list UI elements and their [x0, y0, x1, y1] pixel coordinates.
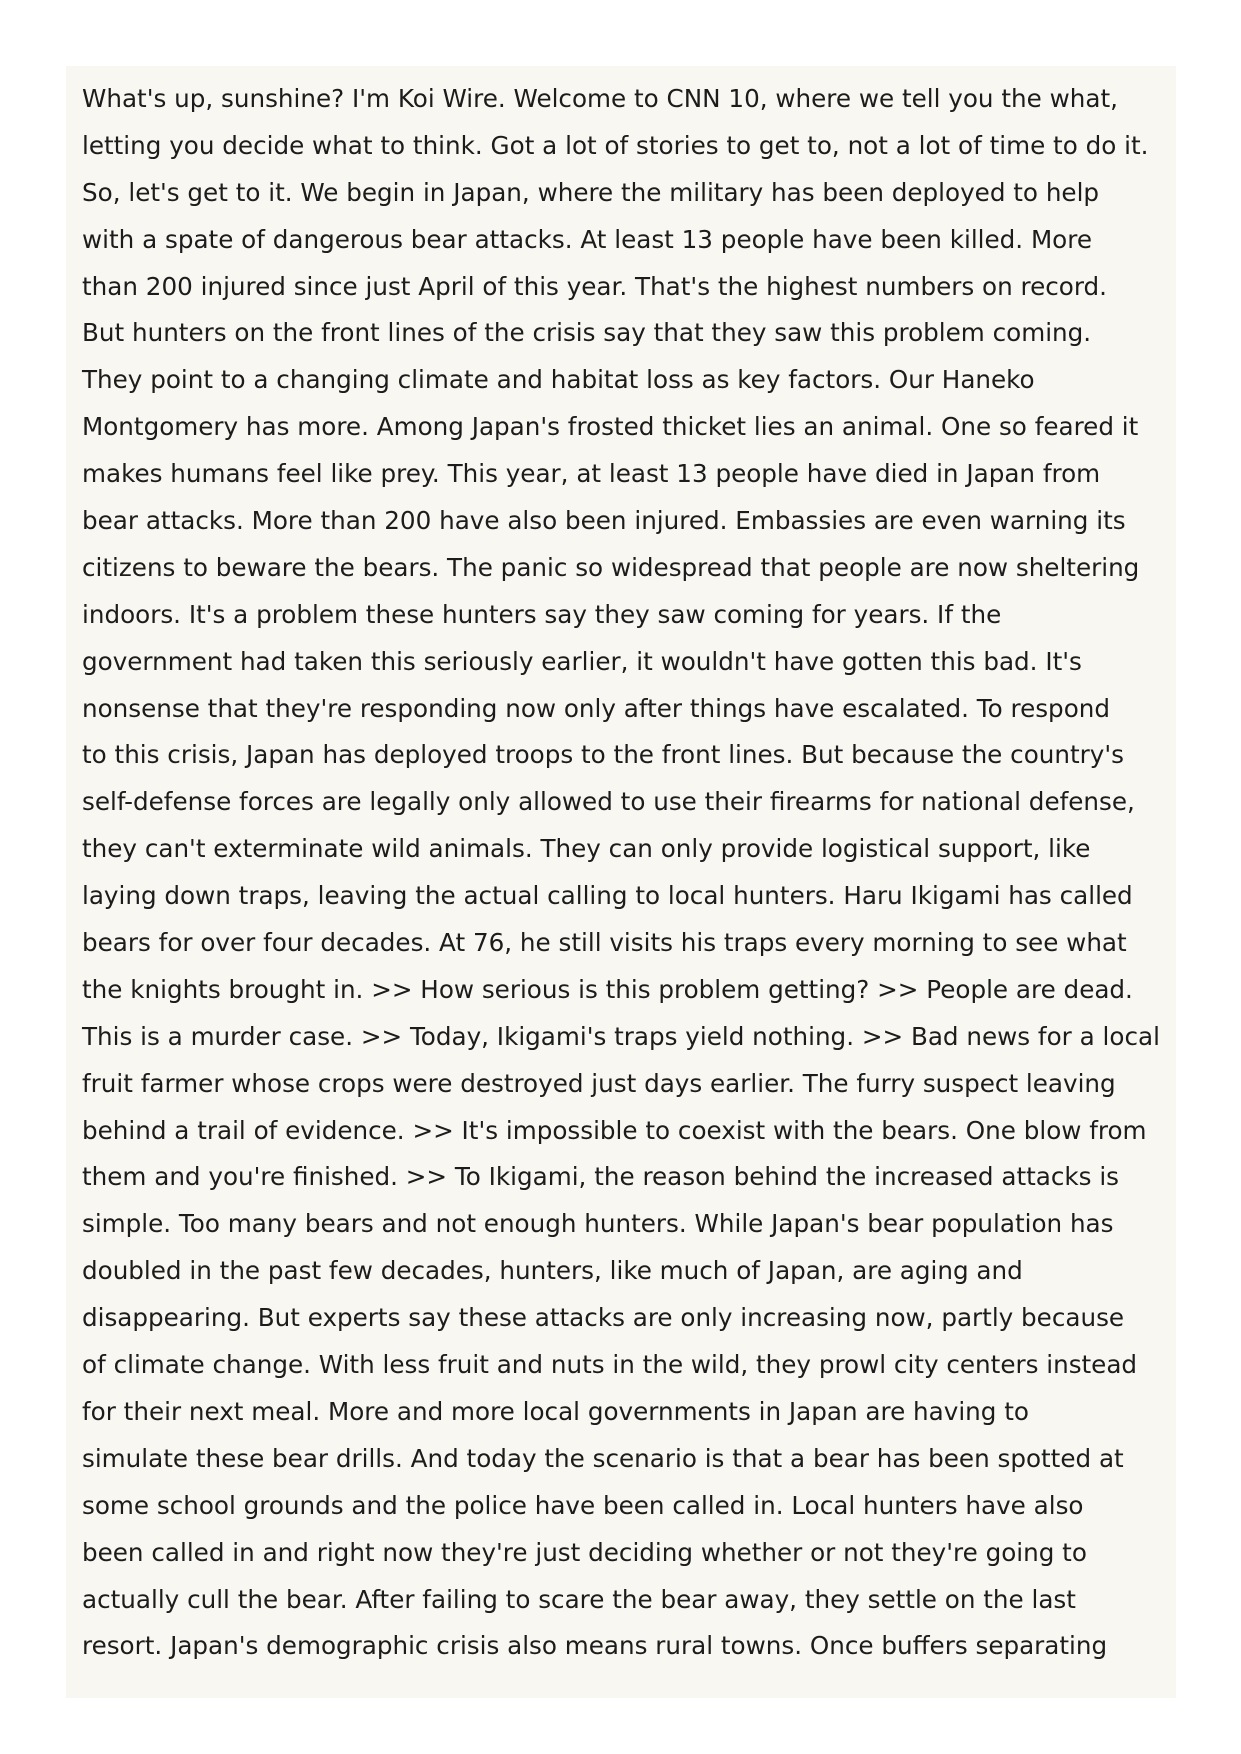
transcript-text — [82, 76, 1160, 1670]
text-line: the knights brought in. >> How serious is this problem getting? >> People are dead. — [82, 974, 1133, 1004]
transcript-page — [66, 66, 1176, 1698]
text-line: nonsense that they're responding now only after things have escalated. To respond — [82, 693, 1110, 723]
text-line: actually cull the bear. After failing to scare the bear away, they settle on the last — [82, 1584, 1076, 1614]
text-line: indoors. It's a problem these hunters say they saw coming for years. If the — [82, 599, 1002, 629]
text-line: they can't exterminate wild animals. They can only provide logistical support, like — [82, 834, 1091, 864]
text-line: them and you're finished. >> To Ikigami, the reason behind the increased attacks is — [82, 1162, 1119, 1192]
text-line: resort. Japan's demographic crisis also means rural towns. Once buffers separating — [82, 1631, 1108, 1661]
text-line: behind a trail of evidence. >> It's impossible to coexist with the bears. One blow from — [82, 1115, 1147, 1145]
text-line: self-defense forces are legally only allowed to use their firearms for national defense, — [82, 787, 1135, 817]
text-line: been called in and right now they're just deciding whether or not they're going to — [82, 1537, 1087, 1567]
text-line: What's up, sunshine? I'm Koi Wire. Welcome to CNN 10, where we tell you the what, — [82, 84, 1118, 113]
text-line: letting you decide what to think. Got a lot of stories to get to, not a lot of time to do it. — [82, 130, 1149, 160]
text-line: than 200 injured since just April of this year. That's the highest numbers on record. — [82, 271, 1107, 301]
text-line: bear attacks. More than 200 have also been injured. Embassies are even warning its — [82, 506, 1126, 536]
text-line: with a spate of dangerous bear attacks. At least 13 people have been killed. More — [82, 224, 1092, 254]
text-line: disappearing. But experts say these attacks are only increasing now, partly because — [82, 1303, 1125, 1333]
text-line: to this crisis, Japan has deployed troops to the front lines. But because the country's — [82, 740, 1124, 770]
text-line: simple. Too many bears and not enough hunters. While Japan's bear population has — [82, 1209, 1114, 1239]
text-line: of climate change. With less fruit and nuts in the wild, they prowl city centers instead — [82, 1350, 1138, 1380]
text-line: makes humans feel like prey. This year, at least 13 people have died in Japan from — [82, 459, 1101, 489]
text-line: So, let's get to it. We begin in Japan, where the military has been deployed to help — [82, 177, 1100, 207]
text-line: But hunters on the front lines of the crisis say that they saw this problem coming. — [82, 318, 1092, 348]
text-line: They point to a changing climate and habitat loss as key factors. Our Haneko — [82, 365, 1035, 395]
text-line: This is a murder case. >> Today, Ikigami's traps yield nothing. >> Bad news for a local — [82, 1021, 1160, 1051]
text-line: simulate these bear drills. And today the scenario is that a bear has been spotted at — [82, 1443, 1124, 1473]
text-line: citizens to beware the bears. The panic so widespread that people are now sheltering — [82, 552, 1140, 582]
text-line: some school grounds and the police have been called in. Local hunters have also — [82, 1490, 1084, 1520]
text-line: Montgomery has more. Among Japan's frosted thicket lies an animal. One so feared it — [82, 412, 1139, 442]
text-line: laying down traps, leaving the actual calling to local hunters. Haru Ikigami has called — [82, 881, 1133, 911]
text-line: doubled in the past few decades, hunters, like much of Japan, are aging and — [82, 1256, 1023, 1286]
text-line: fruit farmer whose crops were destroyed just days earlier. The furry suspect leaving — [82, 1068, 1116, 1098]
text-line: for their next meal. More and more local governments in Japan are having to — [82, 1396, 1029, 1426]
text-line: government had taken this seriously earlier, it wouldn't have gotten this bad. It's — [82, 646, 1082, 676]
text-line: bears for over four decades. At 76, he still visits his traps every morning to see what — [82, 928, 1127, 958]
